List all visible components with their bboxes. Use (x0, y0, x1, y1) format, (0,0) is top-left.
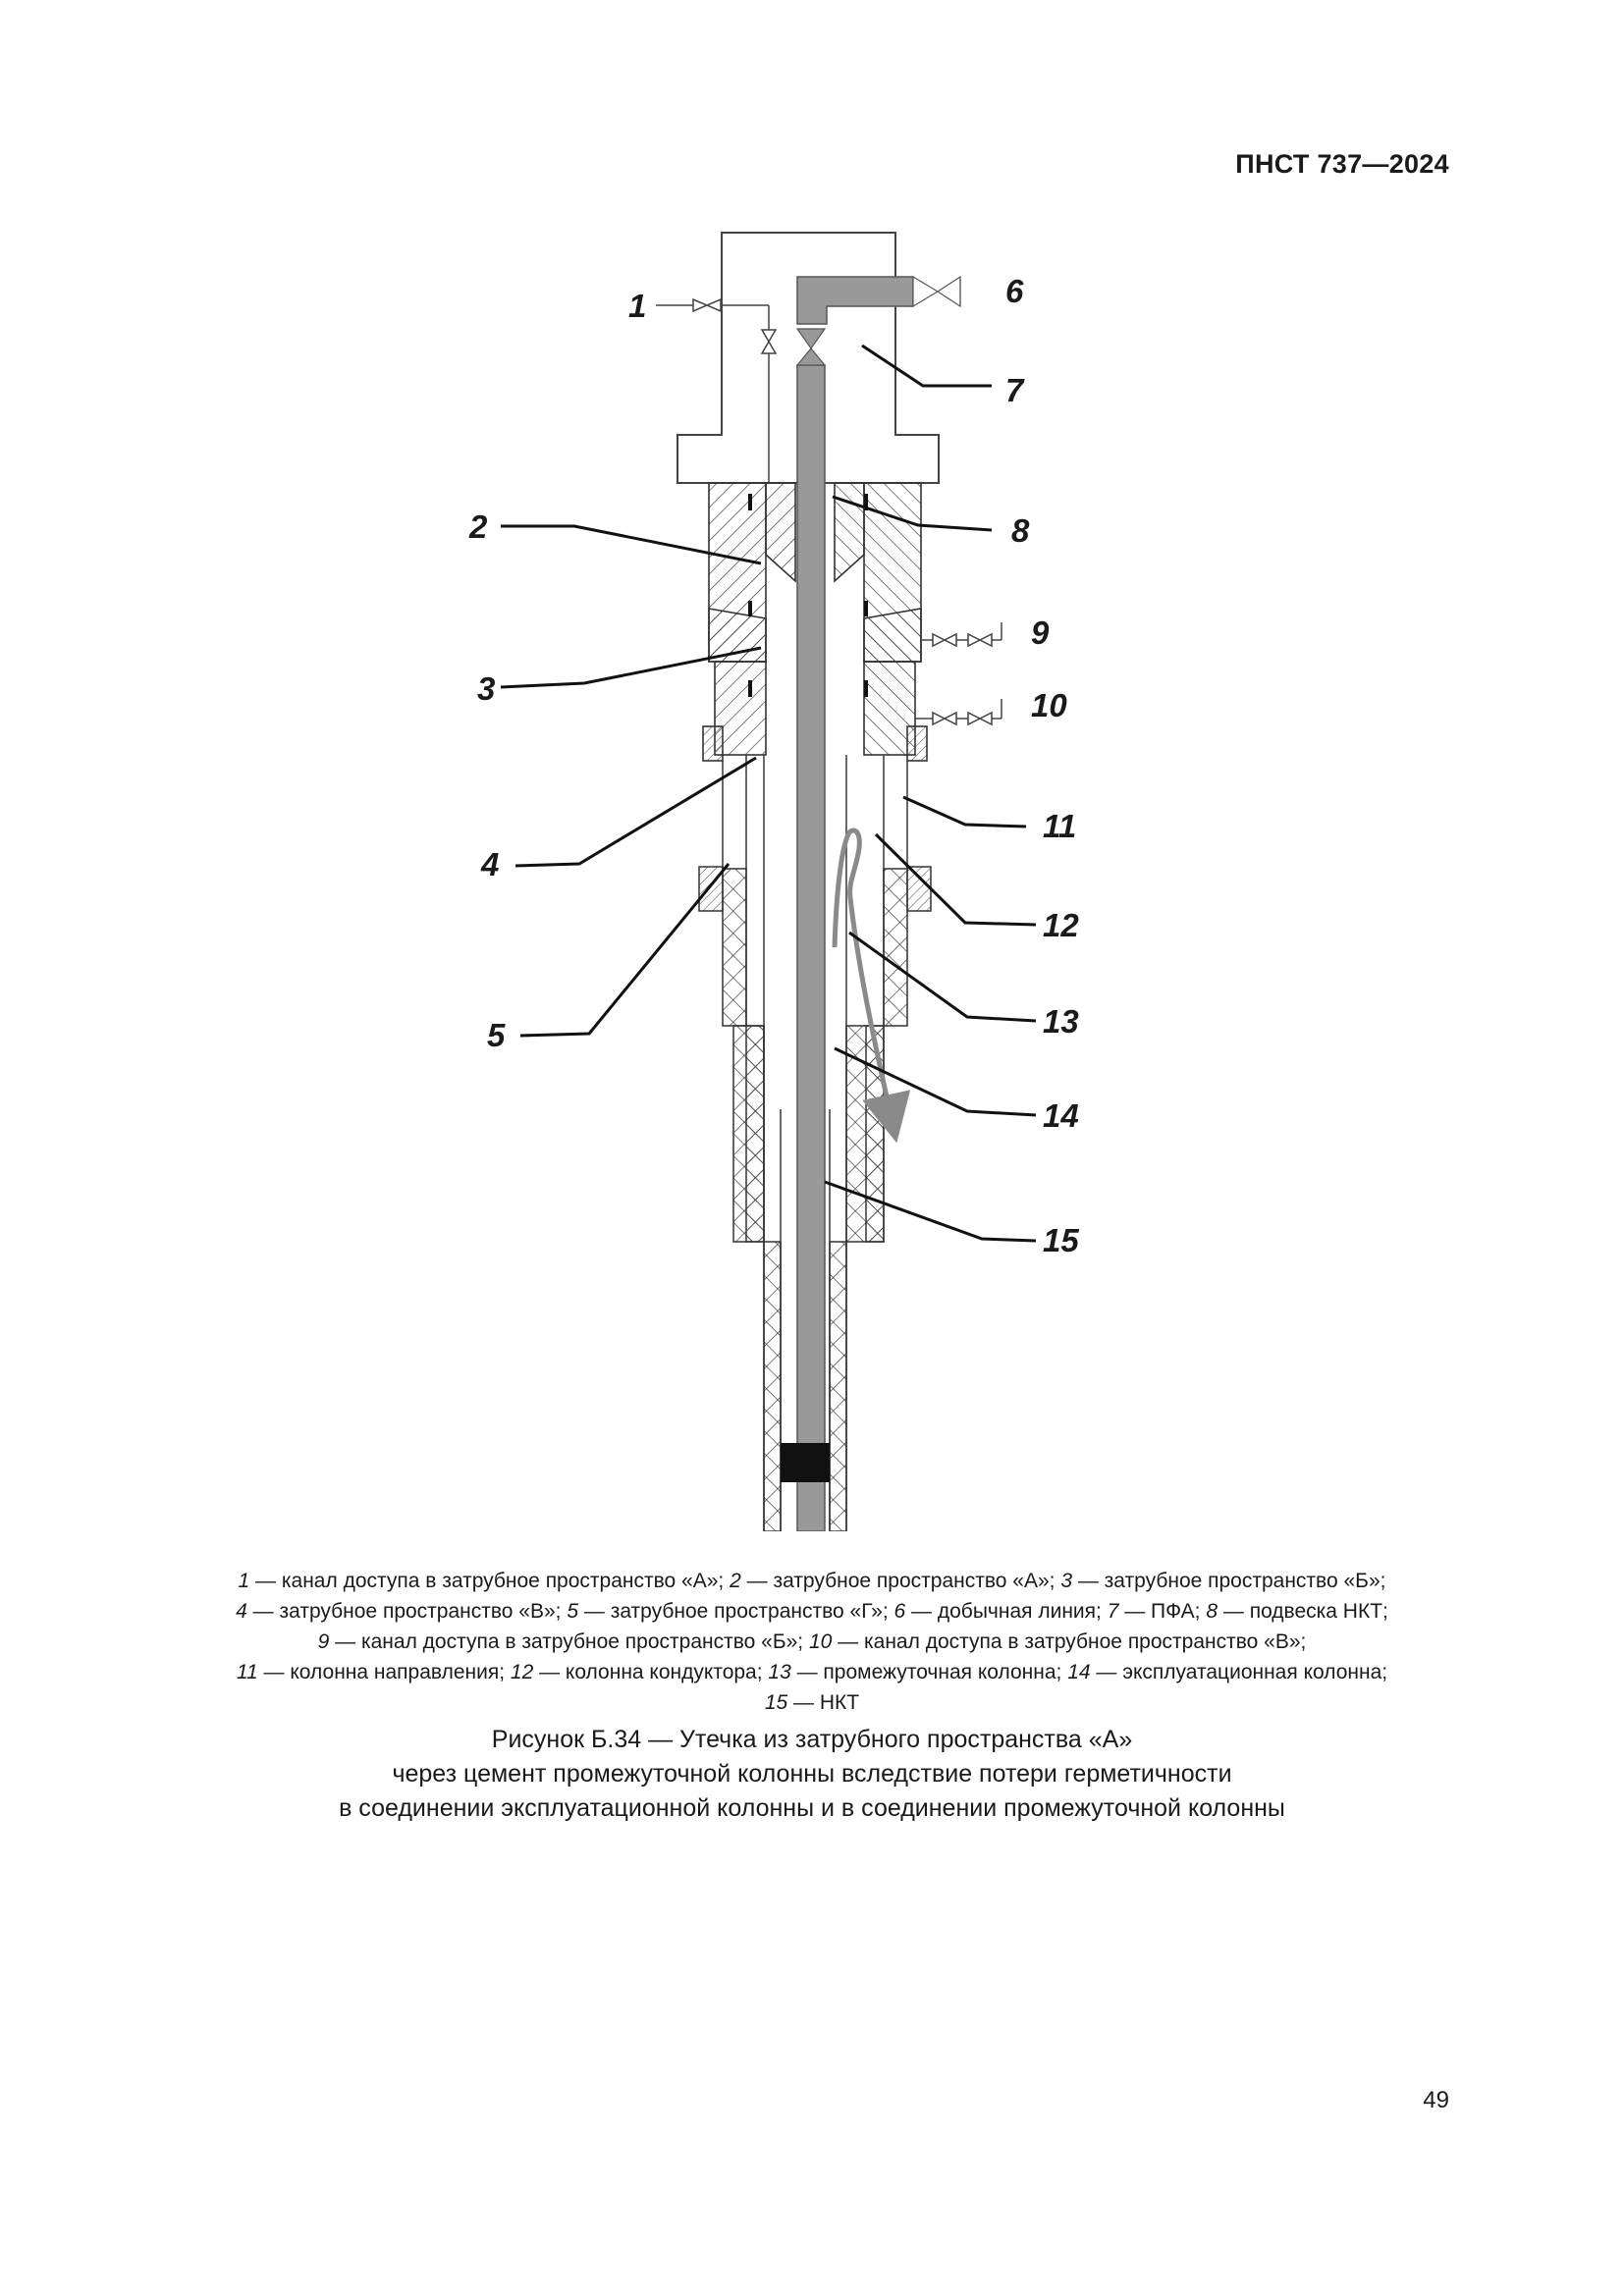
caption-line: через цемент промежуточной колонны вследствие потери герметичности (392, 1760, 1232, 1788)
legend-item-text: — затрубное пространство «Г»; (578, 1600, 894, 1623)
legend-item-text: — колонна направления; (257, 1661, 511, 1683)
legend-item-text: — затрубное пространство «А»; (740, 1570, 1061, 1592)
legend-item-text: — колонна кондуктора; (533, 1661, 769, 1683)
legend-item-text: — канал доступа в затрубное пространство «А»; (249, 1570, 731, 1592)
callout-9: 9 (1031, 614, 1050, 651)
legend-item-number: 7 (1107, 1600, 1119, 1623)
legend-item-number: 12 (510, 1661, 534, 1683)
legend-item-text: — ПФА; (1118, 1600, 1207, 1623)
legend-item-number: 10 (808, 1630, 833, 1653)
legend-item-text: — затрубное пространство «В»; (246, 1600, 568, 1623)
callout-4: 4 (481, 846, 500, 882)
legend-item-number: 9 (317, 1630, 330, 1653)
legend-item-text: — добычная линия; (905, 1600, 1108, 1623)
callout-14: 14 (1043, 1097, 1079, 1134)
callout-6: 6 (1005, 273, 1024, 309)
legend-row (128, 1627, 1496, 1657)
legend-row (128, 1657, 1496, 1687)
callout-1: 1 (628, 288, 647, 324)
legend-item-number: 13 (768, 1661, 791, 1683)
figure-caption (196, 1723, 1428, 1826)
callout-3: 3 (477, 670, 496, 707)
callout-7: 7 (1005, 372, 1024, 408)
document-code: ПНСТ 737—2024 (1235, 149, 1449, 179)
legend-item-text: — подвеска НКТ; (1218, 1600, 1388, 1623)
legend-item-text: — канал доступа в затрубное пространство «Б»; (329, 1630, 809, 1653)
caption-line: Рисунок Б.34 — Утечка из затрубного пространства «А» (491, 1726, 1133, 1753)
legend-item-text: — промежуточная колонна; (790, 1661, 1068, 1683)
legend-row (128, 1596, 1496, 1627)
legend-item-text: — эксплуатационная колонна; (1090, 1661, 1388, 1683)
access-channel-a (656, 299, 776, 483)
callout-10: 10 (1031, 687, 1067, 723)
legend-item-number: 11 (236, 1661, 258, 1683)
legend-item-number: 15 (764, 1691, 788, 1714)
page-number: 49 (1423, 2087, 1449, 2113)
legend-item-number: 4 (236, 1600, 247, 1623)
legend-item-text: — НКТ (787, 1691, 860, 1714)
caption-line: в соединении эксплуатационной колонны и в соединении промежуточной колонны (339, 1794, 1285, 1822)
callout-labels (468, 273, 1079, 1258)
callout-15: 15 (1043, 1222, 1079, 1258)
figure-legend (128, 1566, 1496, 1718)
legend-item-number: 1 (238, 1570, 250, 1592)
callout-8: 8 (1011, 512, 1030, 549)
access-channels-b-v (915, 622, 1001, 724)
callout-12: 12 (1043, 907, 1079, 943)
callout-13: 13 (1043, 1003, 1079, 1040)
legend-item-text: — затрубное пространство «Б»; (1072, 1570, 1386, 1592)
callout-5: 5 (487, 1017, 506, 1053)
legend-item-number: 6 (893, 1600, 906, 1623)
legend-item-number: 3 (1060, 1570, 1072, 1592)
legend-item-number: 8 (1206, 1600, 1218, 1623)
legend-item-number: 14 (1067, 1661, 1091, 1683)
legend-item-number: 2 (730, 1570, 741, 1592)
legend-item-text: — канал доступа в затрубное пространство «В»; (832, 1630, 1307, 1653)
callout-2: 2 (469, 508, 488, 545)
legend-item-number: 5 (567, 1600, 579, 1623)
legend-row (128, 1566, 1496, 1596)
tubing-and-production-line (781, 277, 960, 1531)
callout-11: 11 (1043, 808, 1077, 844)
legend-row (128, 1687, 1496, 1718)
